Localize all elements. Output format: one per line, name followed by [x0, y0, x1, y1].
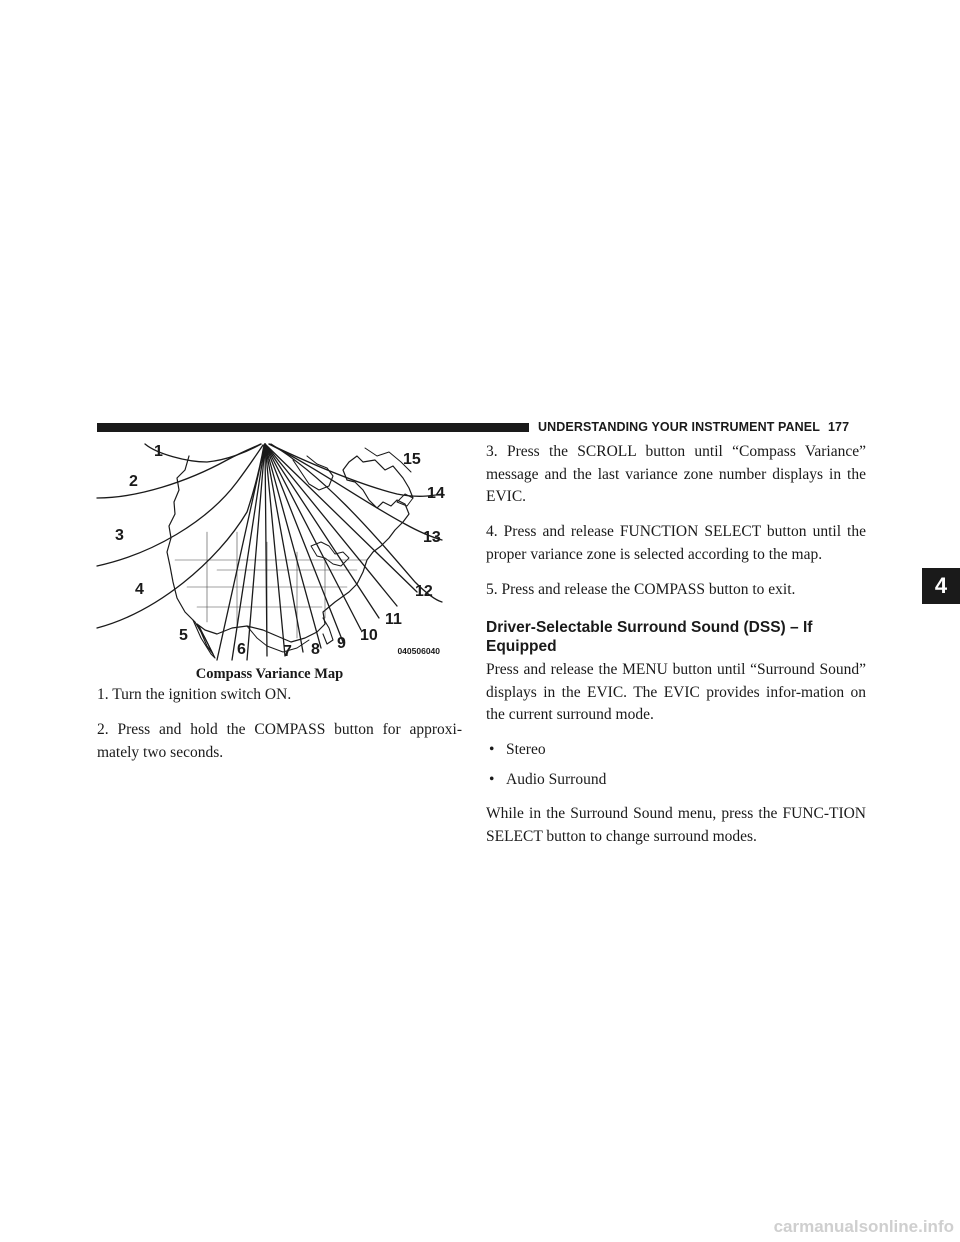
left-column	[97, 684, 462, 764]
zone-label: 10	[360, 627, 378, 644]
zone-label: 9	[337, 635, 346, 652]
running-header	[538, 417, 868, 437]
bullet-icon: •	[489, 770, 495, 788]
list-item	[486, 769, 866, 792]
zone-label: 5	[179, 627, 188, 644]
zone-label: 6	[237, 641, 246, 658]
step-2: 2. Press and hold the COMPASS button for approxi-mately two seconds.	[97, 721, 462, 761]
header-rule	[97, 423, 529, 432]
list-item	[486, 739, 866, 762]
zone-label: 1	[154, 443, 163, 460]
step-1: 1. Turn the ignition switch ON.	[97, 686, 292, 703]
step-3: 3. Press the SCROLL button until “Compass Variance” message and the last variance zone number displays in the EVIC.	[486, 443, 866, 505]
zone-label: 2	[129, 473, 138, 490]
zone-label: 15	[403, 451, 421, 468]
zone-label: 12	[415, 583, 433, 600]
section-title: UNDERSTANDING YOUR INSTRUMENT PANEL	[538, 420, 820, 434]
step-4: 4. Press and release FUNCTION SELECT button until the proper variance zone is selected according to the map.	[486, 523, 866, 563]
list-item-label: Audio Surround	[506, 770, 607, 788]
zone-label: 8	[311, 641, 320, 658]
list-item-label: Stereo	[506, 741, 546, 758]
right-column	[486, 441, 866, 848]
zone-label: 14	[427, 485, 445, 502]
chapter-tab: 4	[922, 568, 960, 604]
zone-label: 3	[115, 527, 124, 544]
zone-label: 11	[385, 611, 402, 628]
step-5: 5. Press and release the COMPASS button to exit.	[486, 580, 796, 598]
page-number: 177	[827, 420, 850, 434]
figure-code: 040506040	[397, 646, 440, 656]
intro-paragraph: Press and release the MENU button until “Surround Sound” displays in the EVIC. The EVIC provides infor-mation on the current surround mode.	[486, 661, 866, 723]
zone-label: 13	[423, 529, 441, 546]
zone-label: 7	[283, 643, 292, 660]
zone-label: 4	[135, 581, 144, 598]
surround-mode-list	[486, 739, 866, 791]
bullet-icon: •	[489, 741, 495, 758]
closing-paragraph: While in the Surround Sound menu, press the FUNC-TION SELECT button to change surround modes.	[486, 805, 866, 845]
section-heading: Driver-Selectable Surround Sound (DSS) – If Equipped	[486, 619, 813, 655]
watermark: carmanualsonline.info	[773, 1217, 954, 1236]
figure-caption: Compass Variance Map	[195, 666, 344, 682]
compass-variance-map	[97, 442, 445, 660]
continent-outline	[167, 456, 413, 654]
